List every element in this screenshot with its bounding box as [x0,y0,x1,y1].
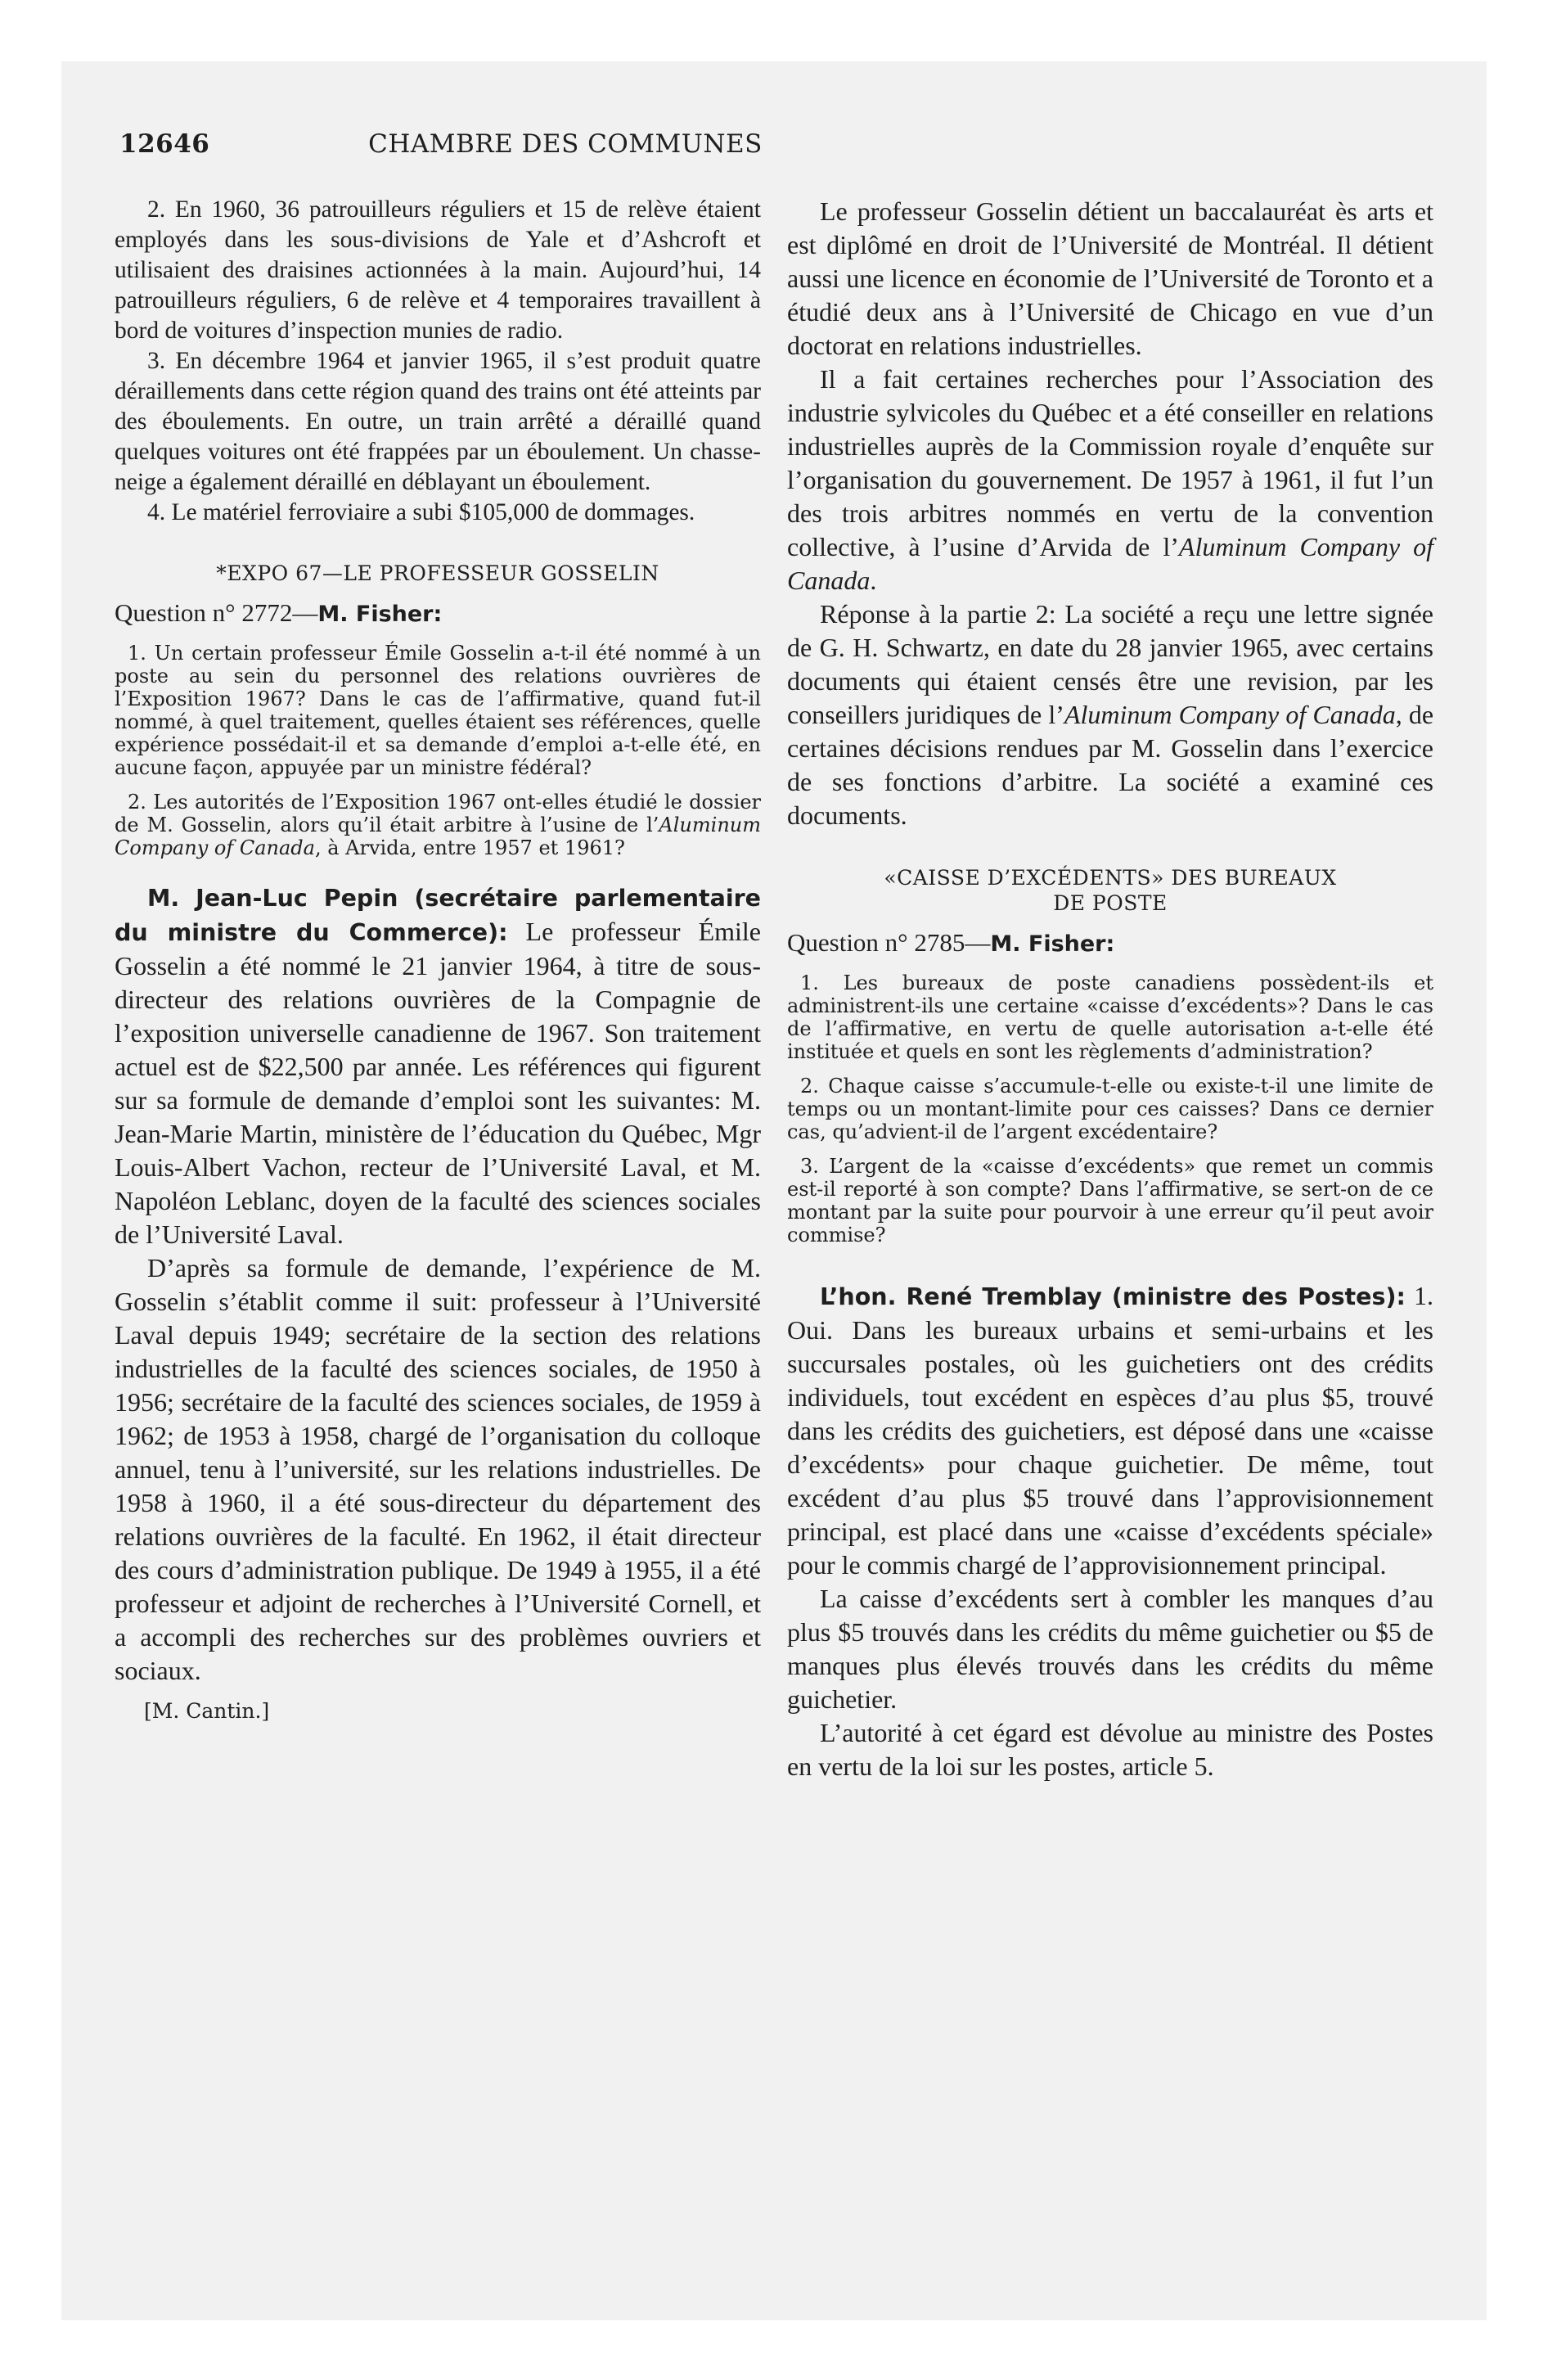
running-head: CHAMBRE DES COMMUNES [368,129,763,159]
page-header [119,129,1011,162]
answer-paragraph: L’hon. René Tremblay (ministre des Postes): 1. Oui. Dans les bureaux urbains et semi-urbains et les succursales postales, où les guichetiers ont des crédits individuels, tout excédent en espèces d’au plus $5, trouvé dans les crédits des guichetiers, est déposé dans une «caisse d’excédents» pour chaque guichetier. De même, tout excédent d’au plus $5 trouvé dans l’approvisionnement principal, est placé dans une «caisse d’excédents spéciale» pour le commis chargé de l’approvisionnement principal. [787,1281,1434,1580]
answer-paragraph: D’après sa formule de demande, l’expérience de M. Gosselin s’établit comme il suit: professeur à l’Université Laval depuis 1949; secrétaire de la section des relations industrielles de la faculté des sciences sociales, de 1950 à 1956; secrétaire de la faculté des sciences sociales, de 1959 à 1962; de 1953 à 1958, chargé de l’organisation du colloque annuel, tenu à l’université, sur les relations industrielles. De 1958 à 1960, il a été sous-directeur du département des relations ouvrières de la faculté. En 1962, il était directeur des cours d’administration publique. De 1949 à 1955, il a été professeur et adjoint de recherches à l’Université Cornell, et a accompli des recherches sur des problèmes ouvriers et sociaux. [115,1253,761,1685]
answer-paragraph: M. Jean-Luc Pepin (secrétaire parlementaire du ministre du Commerce): Le professeur Émile Gosselin a été nommé le 21 janvier 1964, à titre de sous-directeur des relations ouvrières de la Compagnie de l’exposition universelle canadienne de 1967. Son traitement actuel est de $22,500 par année. Les références qui figurent sur sa formule de demande d’emploi sont les suivantes: M. Jean-Marie Martin, ministère de l’éducation du Québec, Mgr Louis-Albert Vachon, recteur de l’Université Laval, et M. Napoléon Leblanc, doyen de la faculté des sciences sociales de l’Université Laval. [115,885,762,1249]
question-asker: M. Fisher: [990,931,1115,957]
left-column [115,195,761,1724]
speaker-name: M. Jean-Luc Pepin (secrétaire parlementaire du ministre du Commerce): [115,885,761,946]
question-item: 2. Chaque caisse s’accumule-t-elle ou existe-t-il une limite de temps ou un montant-limite pour ces caisses? Dans ce dernier cas, qu’advient-il de l’argent excédentaire? [787,1075,1433,1143]
question-heading [115,597,761,630]
paragraph: Le professeur Gosselin détient un baccalauréat ès arts et est diplômé en droit de l’Université de Montréal. Il détient aussi une licence en économie de l’Université de Toronto et a étudié deux ans à l’Université de Chicago en vue d’un doctorat en relations industrielles. [787,196,1433,360]
question-item: 3. L’argent de la «caisse d’excédents» que remet un commis est-il reporté à son compte? Dans l’affirmative, se sert-on de ce montant par la suite pour pourvoir à une erreur qu’il peut avoir commise? [787,1155,1433,1246]
answer-paragraph: La caisse d’excédents sert à combler les manques d’au plus $5 trouvés dans les crédits du même guichetier ou $5 de manques plus élevés trouvés dans les crédits du même guichetier. [787,1584,1433,1714]
question-number: Question n° 2785— [787,928,991,957]
question-item: 1. Un certain professeur Émile Gosselin a-t-il été nommé à un poste au sein du personnel des relations ouvrières de l’Exposition 1967? Dans le cas de l’affirmative, quand fut-il nommé, à quel traitement, quelles étaient ses références, quelle expérience possédait-il et sa demande d’emploi a-t-elle été, en aucune façon, appuyée par un ministre fédéral? [115,642,761,779]
question-number: Question n° 2772— [115,598,318,627]
question-item: 2. Les autorités de l’Exposition 1967 ont-elles étudié le dossier de M. Gosselin, alors qu’il était arbitre à l’usine de l’Aluminum Company of Canada, à Arvida, entre 1957 et 1961? [115,791,761,859]
question-asker: M. Fisher: [317,602,443,627]
section-title: *EXPO 67—LE PROFESSEUR GOSSELIN [216,561,659,585]
section-title: «CAISSE D’EXCÉDENTS» DES BUREAUX DE POSTE [884,866,1337,915]
right-column [787,195,1433,1783]
speaker-name: L’hon. René Tremblay (ministre des Postes): [820,1283,1406,1310]
paragraph: 2. En 1960, 36 patrouilleurs réguliers et 15 de relève étaient employés dans les sous-divisions de Yale et d’Ashcroft et utilisaient des draisines actionnées à la main. Aujourd’hui, 14 patrouilleurs réguliers, 6 de relève et 4 temporaires travaillent à bord de voitures d’inspection munies de radio. [115,196,761,344]
signature: [M. Cantin.] [144,1699,270,1723]
paragraph: 3. En décembre 1964 et janvier 1965, il s’est produit quatre déraillements dans cette région quand des trains ont été atteints par des éboulements. En outre, un train arrêté a déraillé quand quelques voitures ont été frappées par un éboulement. Un chasse-neige a également déraillé en déblayant un éboulement. [115,348,761,495]
page-number: 12646 [119,129,210,159]
paragraph: 4. Le matériel ferroviaire a subi $105,000 de dommages. [147,499,695,525]
company-name: Aluminum Company of Canada [115,814,761,859]
answer-paragraph: L’autorité à cet égard est dévolue au ministre des Postes en vertu de la loi sur les postes, article 5. [787,1718,1433,1781]
company-name: Aluminum Company of Canada [787,532,1434,595]
question-item: 1. Les bureaux de poste canadiens possèdent-ils et administrent-ils une certaine «caisse d’excédents»? Dans le cas de l’affirmative, en vertu de quelle autorisation a-t-elle été instituée et quels en sont les règlements d’administration? [787,971,1433,1063]
paragraph: Réponse à la partie 2: La société a reçu une lettre signée de G. H. Schwartz, en date du 28 janvier 1965, avec certains documents qui étaient censés être une revision, par les conseillers juridiques de l’Aluminum Company of Canada, de certaines décisions rendues par M. Gosselin dans l’exercice de ses fonctions d’arbitre. La société a examiné ces documents. [787,599,1434,830]
company-name: Aluminum Company of Canada [1064,700,1396,729]
paragraph: Il a fait certaines recherches pour l’Association des industrie sylvicoles du Québec et a été conseiller en relations industrielles auprès de la Commission royale d’enquête sur l’organisation du gouvernement. De 1957 à 1961, il fut l’un des trois arbitres nommés en vertu de la convention collective, à l’usine d’Arvida de l’Aluminum Company of Canada. [787,364,1434,595]
question-heading [787,927,1433,960]
